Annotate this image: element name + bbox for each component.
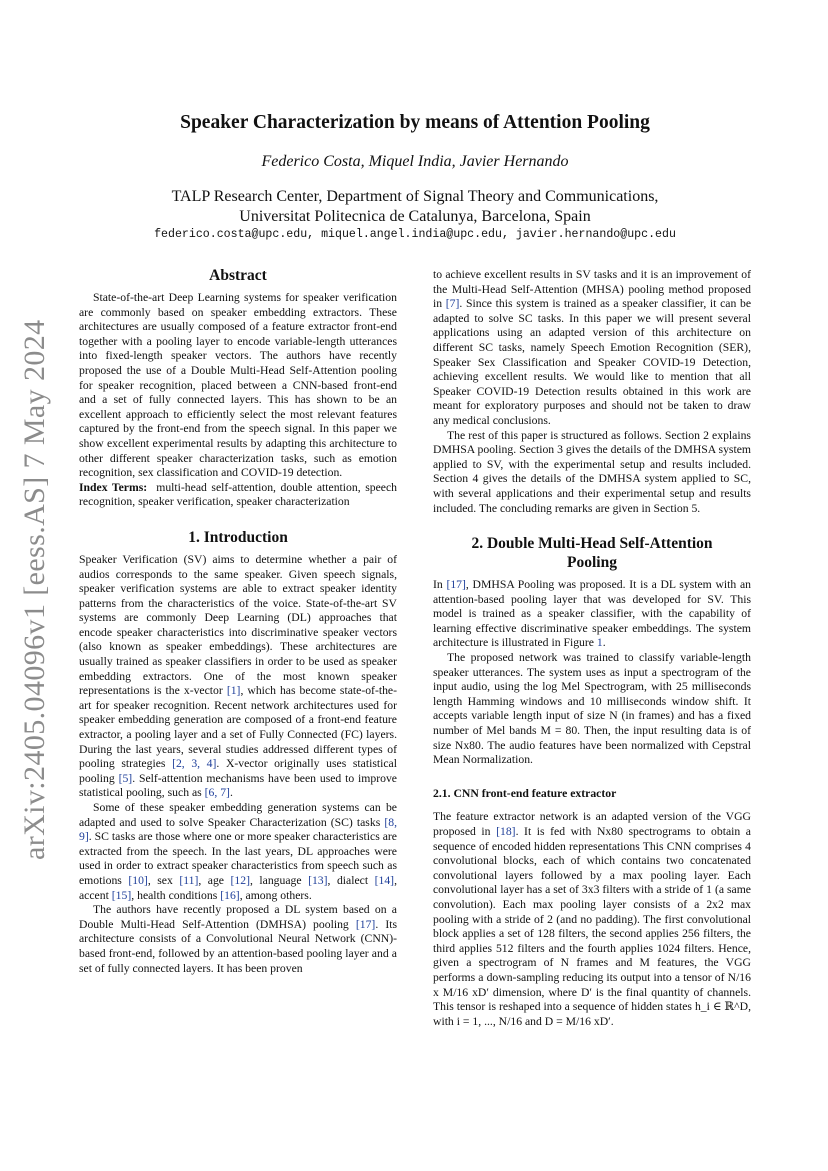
affiliation bbox=[100, 187, 730, 227]
citation-link[interactable]: [12] bbox=[230, 873, 250, 887]
intro-paragraph: The authors have recently proposed a DL system based on a Double Multi-Head Self-Attention (DMHSA) pooling [17]. Its architecture consists of a Convolutional Neural Network (CNN)-based front-end, followed by an attention-based pooling layer and a set of fully connected layers. It has been proven bbox=[79, 903, 398, 975]
intro-paragraph: Some of these speaker embedding generation systems can be adapted and used to solve Speaker Characterization (SC) tasks [8, 9]. SC tasks are those where one or more speaker characteristics are extracted from the speech. In the last years, DL approaches were used in order to extract speaker characteristics from speech such as emotions [10], sex [11], age [12], language [13], dialect [14], accent [15], health conditions [16], among others. bbox=[79, 801, 397, 902]
citation-link[interactable]: [17] bbox=[446, 578, 466, 592]
right-column bbox=[433, 268, 751, 1029]
citation-link[interactable]: [7] bbox=[445, 297, 460, 311]
citation-link[interactable]: [17] bbox=[355, 917, 376, 931]
abstract-heading: Abstract bbox=[209, 267, 267, 284]
citation-link[interactable]: [15] bbox=[111, 888, 132, 902]
citation-link[interactable]: [16] bbox=[220, 888, 240, 902]
citation-link[interactable]: [14] bbox=[374, 873, 395, 887]
citation-link[interactable]: [5] bbox=[118, 771, 133, 785]
citation-link[interactable]: [2, 3, 4] bbox=[172, 757, 217, 771]
index-terms-text: multi-head self-attention, double attention, speech recognition, speaker verification, speaker characterization bbox=[79, 480, 397, 509]
subsection-2-1-paragraph: The feature extractor network is an adapted version of the VGG proposed in [18]. It is fed with Nx80 spectrograms to obtain a sequence of encoded hidden representations This CNN comprises 4 convolutional blocks, each of which contains two concatenated convolutional layers followed by a max pooling layer. Each convolutional layer has a set of 3x3 filters with a stride of 1 (a same convolution). Each max pooling layer consists of a 2x2 max pooling with a stride of 2 (and no padding). The first convolutional block applies a set of 128 filters, the second applies 256 filters, the third applies 512 filters and the fourth applies 1024 filters. Hence, given a spectrogram of N frames and M features, the VGG performs a down-sampling reducing its output into a tensor of N/16 x M/16 xD′ dimension, where D′ is the final quantity of channels. This tensor is reshaped into a sequence of hidden states h_i ∈ ℝ^D, with i = 1, ..., N/16 and D = M/16 xD′. bbox=[433, 810, 751, 1028]
section-2-paragraph: In [17], DMHSA Pooling was proposed. It is a DL system with an attention-based pooling layer that was developed for SV. This model is trained as a speaker classifier, with the capability of learning effective discriminative speaker embeddings. The system architecture is illustrated in Figure 1. bbox=[433, 578, 751, 650]
citation-link[interactable]: [11] bbox=[179, 873, 199, 887]
figure-reference-link[interactable]: 1 bbox=[596, 636, 603, 650]
author-emails: federico.costa@upc.edu, miquel.angel.india@upc.edu, javier.hernando@upc.edu bbox=[154, 228, 676, 241]
index-terms-label: Index Terms: bbox=[79, 480, 148, 494]
citation-link[interactable]: [13] bbox=[308, 873, 328, 887]
intro-paragraph: Speaker Verification (SV) aims to determine whether a pair of audios corresponds to the same speaker. Given speech signals, speaker verification systems are able to extract speaker identity patterns from the characteristics of the voice. State-of-the-art SV systems are commonly Deep Learning (DL) approaches that encode speaker characteristics into discriminative speaker vectors (also known as speaker embeddings). These architectures are usually trained as speaker classifiers in order to be used as speaker embedding extractors. One of the most known speaker representations is the x-vector [1], which has become state-of-the-art for speaker recognition. Recent network architectures used for speaker embedding generation are composed of a front-end feature extractor, a pooling layer and a set of Fully Connected (FC) layers. During the last years, several studies addressed different types of pooling strategies [2, 3, 4]. X-vector originally uses statistical pooling [5]. Self-attention mechanisms have been used to improve statistical pooling, such as [6, 7]. bbox=[79, 552, 398, 800]
abstract-text: State-of-the-art Deep Learning systems for speaker verification are commonly based on speaker embedding extractors. These architectures are usually composed of a feature extractor front-end together with a pooling layer to encode variable-length utterances into fixed-length speaker vectors. The authors have recently proposed the use of a Double Multi-Head Self-Attention pooling for speaker recognition, placed between a CNN-based front-end and a set of fully connected layers. This has shown to be an excellent approach to efficiently select the most relevant features captured by the front-end from the speech signal. In this paper we show excellent experimental results by adapting this architecture to other different speaker characterization tasks, such as emotion recognition, sex classification and COVID-19 detection. bbox=[79, 291, 397, 480]
paper-structure-paragraph: The rest of this paper is structured as follows. Section 2 explains DMHSA pooling. Section 3 gives the details of the DMHSA system applied to SV, with the experimental setup and results included. Section 4 gives the details of the DMHSA system applied to SC, with several applications and their experimental setup and results included. The concluding remarks are given in Section 5. bbox=[433, 428, 751, 515]
section-2-heading: 2. Double Multi-Head Self-Attention Pooling bbox=[471, 535, 713, 572]
subsection-2-1-heading: 2.1. CNN front-end feature extractor bbox=[433, 786, 617, 800]
citation-link[interactable]: [10] bbox=[128, 873, 148, 887]
section-2-paragraph: The proposed network was trained to classify variable-length speaker utterances. The system uses as input a spectrogram of the input audio, using the log Mel Spectrogram, with 25 milliseconds length Hamming windows and 10 milliseconds window shift. It accepts variable length input of size N (in frames) and has a fixed number of Mel bands M = 80. Then, the input resulting data is of size Nx80. The audio features have been normalized with Cepstral Mean Normalization. bbox=[433, 651, 751, 767]
introduction-heading: 1. Introduction bbox=[188, 528, 288, 546]
citation-link[interactable]: [18] bbox=[496, 825, 516, 838]
arxiv-identifier-stamp: arXiv:2405.04096v1 [eess.AS] 7 May 2024 bbox=[18, 319, 51, 860]
left-column bbox=[79, 266, 397, 976]
citation-link[interactable]: [8, 9] bbox=[79, 815, 397, 844]
citation-link[interactable]: [6, 7] bbox=[204, 786, 230, 800]
affiliation-line: TALP Research Center, Department of Signal Theory and Communications, bbox=[171, 188, 659, 205]
index-terms bbox=[79, 481, 397, 510]
intro-paragraph-continued: to achieve excellent results in SV tasks and it is an improvement of the Multi-Head Self-Attention (MHSA) pooling method proposed in [7]. Since this system is trained as a speaker classifier, it can be adapted to solve SC tasks. In this paper we will present several applications using an adapted version of this architecture on different SC tasks, namely Speech Emotion Recognition (SER), Speaker Sex Classification and Speaker COVID-19 Detection, achieving excellent results. We would like to mention that all Speaker COVID-19 Detection results obtained in this work are meant for exploratory purposes and should not be taken to draw any medical conclusions. bbox=[433, 268, 752, 427]
paper-title: Speaker Characterization by means of Attention Pooling bbox=[180, 112, 650, 133]
affiliation-line: Universitat Politecnica de Catalunya, Barcelona, Spain bbox=[239, 208, 591, 225]
citation-link[interactable]: [1] bbox=[226, 684, 241, 698]
paper-authors: Federico Costa, Miquel India, Javier Hernando bbox=[261, 153, 569, 170]
